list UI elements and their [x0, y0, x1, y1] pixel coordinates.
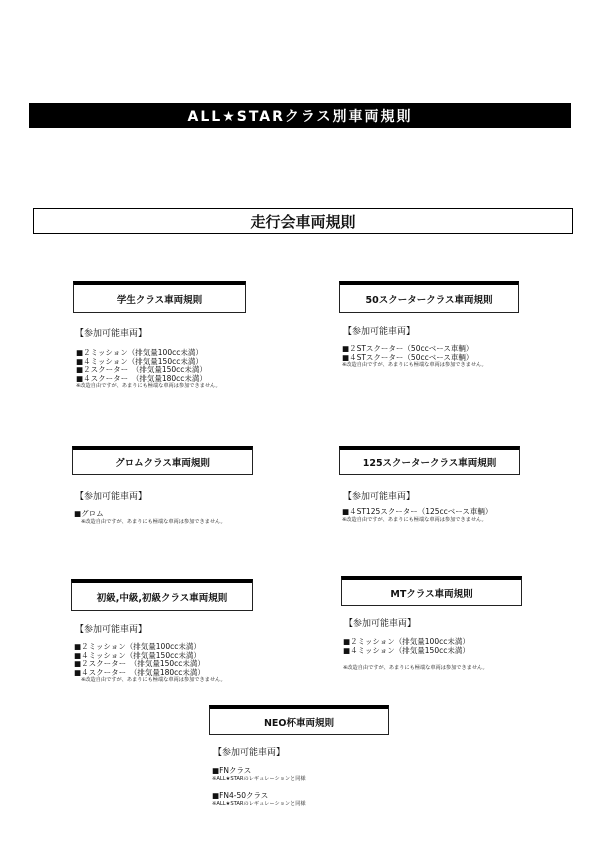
list-item: ■２ミッション（排気量100cc未満） [343, 637, 470, 646]
list-item: ■グロム [74, 509, 104, 518]
grom-class-header [72, 446, 253, 475]
grom-participation-label: 【参加可能車両】 [75, 492, 148, 502]
list-item: ■４ST125スクーター（125ccベース車輌） [342, 507, 493, 516]
scooter50-class-header [339, 281, 519, 313]
neo-class-header [209, 705, 389, 735]
list-item: ■４スクーター （排気量180cc未満） [76, 373, 207, 383]
list-item: ■４ミッション（排気量150cc未満） [76, 356, 203, 366]
neo-class-title: NEO杯車両規則 [263, 717, 335, 729]
scooter50-participation-label: 【参加可能車両】 [343, 327, 416, 337]
gakusei-class-header [73, 281, 246, 313]
list-item: ■２STスクーター（50ccベース車輌） [342, 344, 474, 353]
list-item: ■４STスクーター（50ccベース車輌） [342, 352, 474, 362]
gakusei-vehicle-list [76, 349, 221, 390]
list-item: ■２ミッション（排気量100cc未満） [74, 642, 201, 651]
shokyu-participation-label: 【参加可能車両】 [75, 625, 148, 635]
shokyu-class-header [71, 579, 253, 611]
scooter125-participation-label: 【参加可能車両】 [343, 492, 416, 502]
page-title-banner [29, 103, 571, 128]
gakusei-note: ※改造自由ですが、あまりにも極端な車両は参加できません。 [76, 383, 221, 389]
mt-note: ※改造自由ですが、あまりにも極端な車両は参加できません。 [343, 665, 488, 671]
list-item: ■４ミッション（排気量150cc未満） [74, 650, 201, 660]
scooter50-class-title: 50スクータークラス車両規則 [365, 294, 493, 306]
list-item: ■FNクラス [212, 766, 252, 775]
neo-participation-label: 【参加可能車両】 [213, 748, 286, 758]
shokyu-note: ※改造自由ですが、あまりにも極端な車両は参加できません。 [81, 677, 226, 683]
list-item: ■２スクーター （排気量150cc未満） [74, 659, 205, 668]
grom-note: ※改造自由ですが、あまりにも極端な車両は参加できません。 [81, 518, 226, 525]
mt-vehicle-list [343, 638, 470, 655]
section-title: 走行会車両規則 [250, 212, 356, 231]
scooter125-class-header [339, 446, 520, 475]
shokyu-vehicle-list [74, 643, 226, 684]
list-item: ■２スクーター （排気量150cc未満） [76, 365, 207, 374]
neo-fn-block [212, 767, 306, 783]
list-item: ■２ミッション（排気量100cc未満） [76, 348, 203, 357]
list-item: ■４スクーター （排気量180cc未満） [74, 667, 205, 677]
scooter125-note: ※改造自由ですが、あまりにも極端な車両は参加できません。 [342, 516, 487, 523]
neo-fn450-block [212, 792, 306, 808]
neo-fn-note: ※ALL★STARのレギュレーションと同様 [212, 775, 306, 782]
list-item: ■FN4-50クラス [212, 791, 269, 800]
list-item: ■４ミッション（排気量150cc未満） [343, 645, 470, 655]
neo-fn450-note: ※ALL★STARのレギュレーションと同様 [212, 800, 306, 807]
mt-class-header [341, 576, 522, 606]
scooter50-vehicle-list [342, 345, 487, 369]
shokyu-class-title: 初級,中級,初級クラス車両規則 [96, 592, 228, 604]
section-title-box [33, 208, 573, 234]
grom-vehicle-list [74, 510, 226, 526]
page-title: ALL★STARクラス別車両規則 [187, 108, 413, 125]
scooter50-note: ※改造自由ですが、あまりにも極端な車両は参加できません。 [342, 362, 487, 368]
mt-participation-label: 【参加可能車両】 [344, 619, 417, 629]
gakusei-class-title: 学生クラス車両規則 [116, 294, 203, 306]
grom-class-title: グロムクラス車両規則 [115, 458, 210, 469]
scooter125-vehicle-list [342, 508, 492, 524]
mt-class-title: MTクラス車両規則 [390, 588, 473, 600]
scooter125-class-title: 125スクータークラス車両規則 [362, 458, 497, 469]
gakusei-participation-label: 【参加可能車両】 [75, 329, 148, 339]
